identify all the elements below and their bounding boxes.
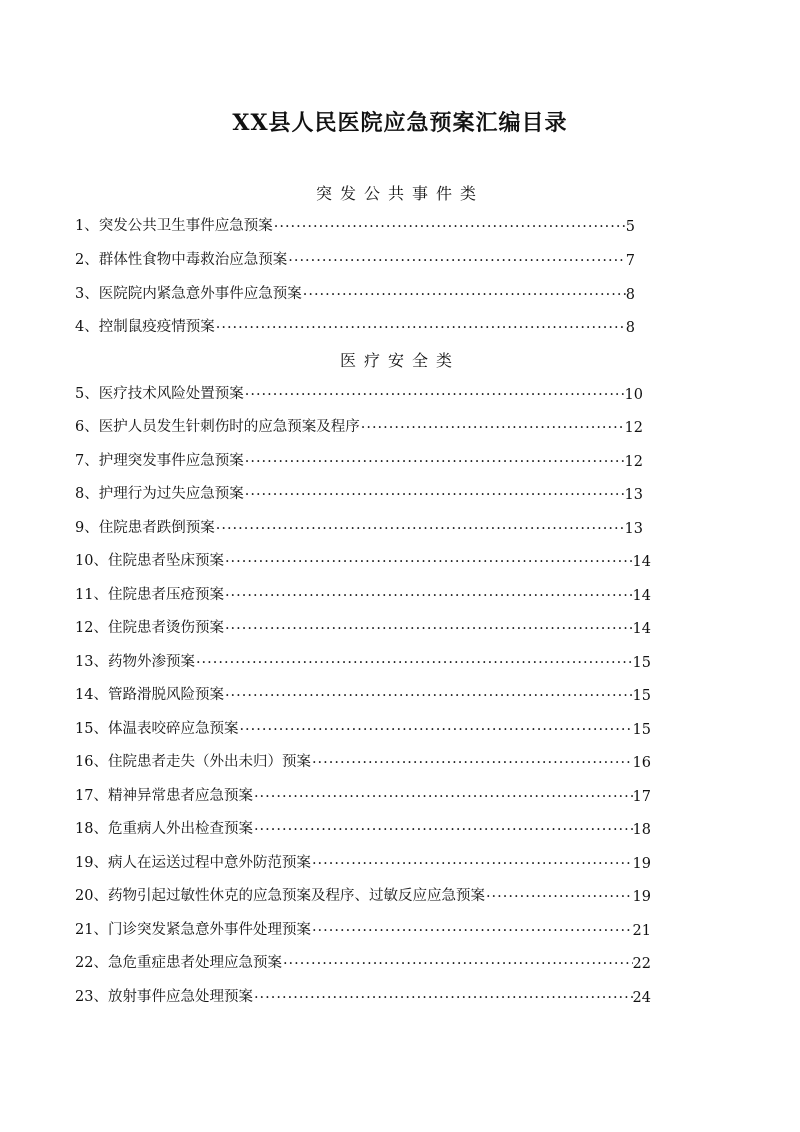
toc-entry-page: 8 <box>625 320 635 336</box>
toc-entry-page: 19 <box>632 856 651 872</box>
toc-entry[interactable] <box>75 548 651 570</box>
dot-leader <box>311 856 633 872</box>
toc-entry-label: 17、精神异常患者应急预案 <box>75 788 253 804</box>
toc-entry-page: 21 <box>632 923 651 939</box>
toc-entry-label: 15、体温表咬碎应急预案 <box>75 721 239 737</box>
toc-entry-label: 3、医院院内紧急意外事件应急预案 <box>75 286 302 302</box>
dot-leader <box>244 487 625 503</box>
toc-entry[interactable] <box>75 582 651 604</box>
document-title: XX县人民医院应急预案汇编目录 <box>232 110 568 136</box>
toc-entry[interactable] <box>75 381 643 403</box>
toc-entry[interactable] <box>75 615 651 637</box>
dot-leader <box>253 990 633 1006</box>
dot-leader <box>238 722 632 738</box>
toc-entry-label: 1、突发公共卫生事件应急预案 <box>75 218 273 234</box>
toc-entry-label: 11、住院患者压疮预案 <box>75 587 224 603</box>
toc-entry[interactable] <box>75 213 635 235</box>
toc-entry-page: 12 <box>624 454 643 470</box>
dot-leader <box>215 320 626 336</box>
toc-entry-page: 14 <box>632 621 651 637</box>
toc-entry[interactable] <box>75 883 651 905</box>
toc-entry-page: 5 <box>625 219 635 235</box>
toc-entry-label: 18、危重病人外出检查预案 <box>75 821 253 837</box>
dot-leader <box>485 889 633 905</box>
dot-leader <box>224 588 633 604</box>
toc-entry[interactable] <box>75 917 651 939</box>
section-heading-public-events: 突发公共事件类 <box>315 184 484 203</box>
toc-entry[interactable] <box>75 950 651 972</box>
toc-entry-label: 22、急危重症患者处理应急预案 <box>75 955 282 971</box>
toc-entry[interactable] <box>75 448 643 470</box>
dot-leader <box>311 923 633 939</box>
dot-leader <box>282 956 633 972</box>
toc-entry-label: 4、控制鼠疫疫情预案 <box>75 319 215 335</box>
toc-entry-page: 17 <box>632 789 651 805</box>
toc-entry-label: 8、护理行为过失应急预案 <box>75 486 244 502</box>
toc-entry-page: 14 <box>632 588 651 604</box>
toc-entry-label: 12、住院患者烫伤预案 <box>75 620 224 636</box>
toc-entry-page: 15 <box>632 688 651 704</box>
toc-entry-label: 10、住院患者坠床预案 <box>75 553 224 569</box>
toc-entry-label: 14、管路滑脱风险预案 <box>75 687 224 703</box>
toc-entry-page: 7 <box>625 253 635 269</box>
toc-entry[interactable] <box>75 414 643 436</box>
toc-entry-page: 24 <box>632 990 651 1006</box>
toc-entry-label: 5、医疗技术风险处置预案 <box>75 386 244 402</box>
toc-entry-page: 13 <box>624 521 643 537</box>
dot-leader <box>224 688 633 704</box>
toc-entry[interactable] <box>75 515 643 537</box>
toc-entry-page: 16 <box>632 755 651 771</box>
toc-entry-label: 2、群体性食物中毒救治应急预案 <box>75 252 288 268</box>
dot-leader <box>273 219 626 235</box>
dot-leader <box>360 420 625 436</box>
toc-entry-page: 19 <box>632 889 651 905</box>
toc-entry-label: 19、病人在运送过程中意外防范预案 <box>75 855 311 871</box>
toc-entry[interactable] <box>75 850 651 872</box>
dot-leader <box>215 521 625 537</box>
dot-leader <box>224 554 633 570</box>
toc-entry-label: 16、住院患者走失（外出未归）预案 <box>75 754 311 770</box>
toc-entry-page: 14 <box>632 554 651 570</box>
toc-entry[interactable] <box>75 816 651 838</box>
toc-entry-label: 23、放射事件应急处理预案 <box>75 989 253 1005</box>
toc-entry[interactable] <box>75 682 651 704</box>
toc-entry[interactable] <box>75 984 651 1006</box>
toc-entry-page: 12 <box>624 420 643 436</box>
toc-entry-page: 10 <box>624 387 643 403</box>
toc-entry-label: 6、医护人员发生针刺伤时的应急预案及程序 <box>75 419 360 435</box>
toc-entry[interactable] <box>75 649 651 671</box>
toc-entry[interactable] <box>75 281 635 303</box>
toc-entry[interactable] <box>75 314 635 336</box>
toc-entry-label: 13、药物外渗预案 <box>75 654 195 670</box>
toc-entry-page: 15 <box>632 655 651 671</box>
toc-entry[interactable] <box>75 716 651 738</box>
toc-entry[interactable] <box>75 749 651 771</box>
section-heading-medical-safety: 医疗安全类 <box>339 351 460 370</box>
toc-entry[interactable] <box>75 247 635 269</box>
toc-entry-page: 13 <box>624 487 643 503</box>
dot-leader <box>311 755 633 771</box>
toc-entry-page: 22 <box>632 956 651 972</box>
toc-entry-label: 21、门诊突发紧急意外事件处理预案 <box>75 922 311 938</box>
dot-leader <box>253 822 633 838</box>
toc-entry[interactable] <box>75 783 651 805</box>
dot-leader <box>302 287 626 303</box>
toc-entry-label: 9、住院患者跌倒预案 <box>75 520 215 536</box>
dot-leader <box>244 454 625 470</box>
dot-leader <box>224 621 633 637</box>
dot-leader <box>287 253 626 269</box>
dot-leader <box>244 387 625 403</box>
toc-entry-label: 20、药物引起过敏性休克的应急预案及程序、过敏反应应急预案 <box>75 888 485 904</box>
toc-entry[interactable] <box>75 481 643 503</box>
dot-leader <box>195 655 633 671</box>
toc-entry-page: 8 <box>625 287 635 303</box>
dot-leader <box>253 789 633 805</box>
toc-entry-label: 7、护理突发事件应急预案 <box>75 453 244 469</box>
toc-entry-page: 15 <box>632 722 651 738</box>
toc-entry-page: 18 <box>632 822 651 838</box>
